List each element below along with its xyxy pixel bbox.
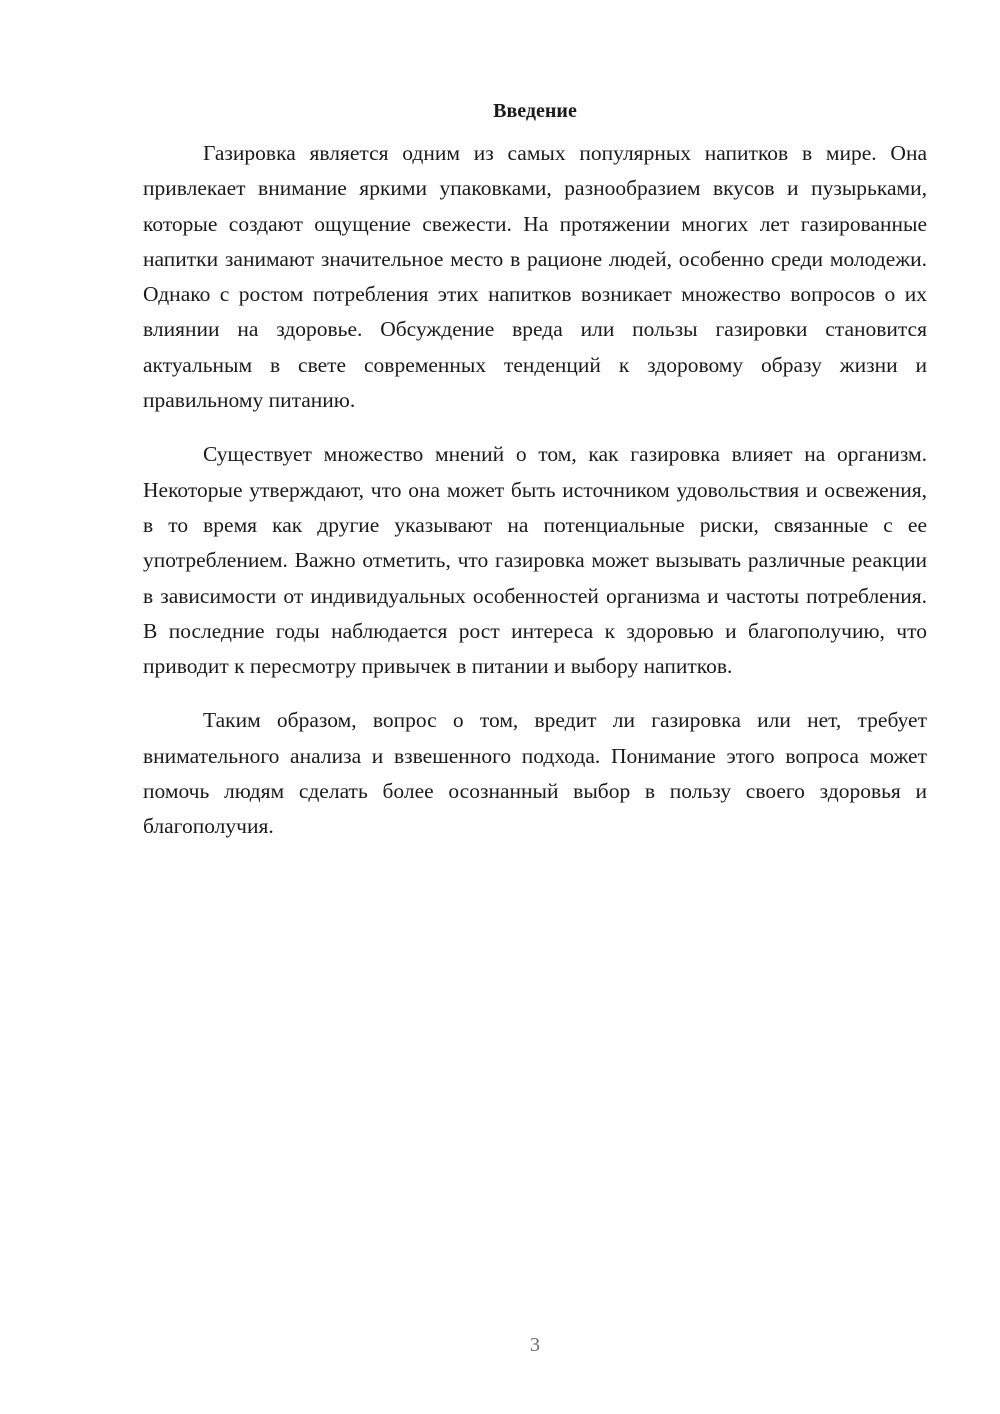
paragraph-1: Газировка является одним из самых популярных напитков в мире. Она привлекает внимание яркими упаковками, разнообразием вкусов и пузырьками, которые создают ощущение свежести. На протяжении многих лет газированные напитки занимают значительное место в рационе людей, особенно среди молодежи. Однако с ростом потребления этих напитков возникает множество вопросов о их влиянии на здоровье. Обсуждение вреда или пользы газировки становится актуальным в свете современных тенденций к здоровому образу жизни и правильному питанию. (143, 141, 927, 413)
section-title: Введение (493, 100, 577, 122)
page-number: 3 (530, 1334, 540, 1356)
paragraph-3: Таким образом, вопрос о том, вредит ли газировка или нет, требует внимательного анализа и взвешенного подхода. Понимание этого вопроса может помочь людям сделать более осознанный выбор в пользу своего здоровья и благополучия. (143, 708, 927, 839)
page-content (143, 98, 927, 864)
paragraph-2: Существует множество мнений о том, как газировка влияет на организм. Некоторые утверждают, что она может быть источником удовольствия и освежения, в то время как другие указывают на потенциальные риски, связанные с ее употреблением. Важно отметить, что газировка может вызывать различные реакции в зависимости от индивидуальных особенностей организма и частоты потребления. В последние годы наблюдается рост интереса к здоровью и благополучию, что приводит к пересмотру привычек в питании и выбору напитков. (143, 442, 927, 679)
